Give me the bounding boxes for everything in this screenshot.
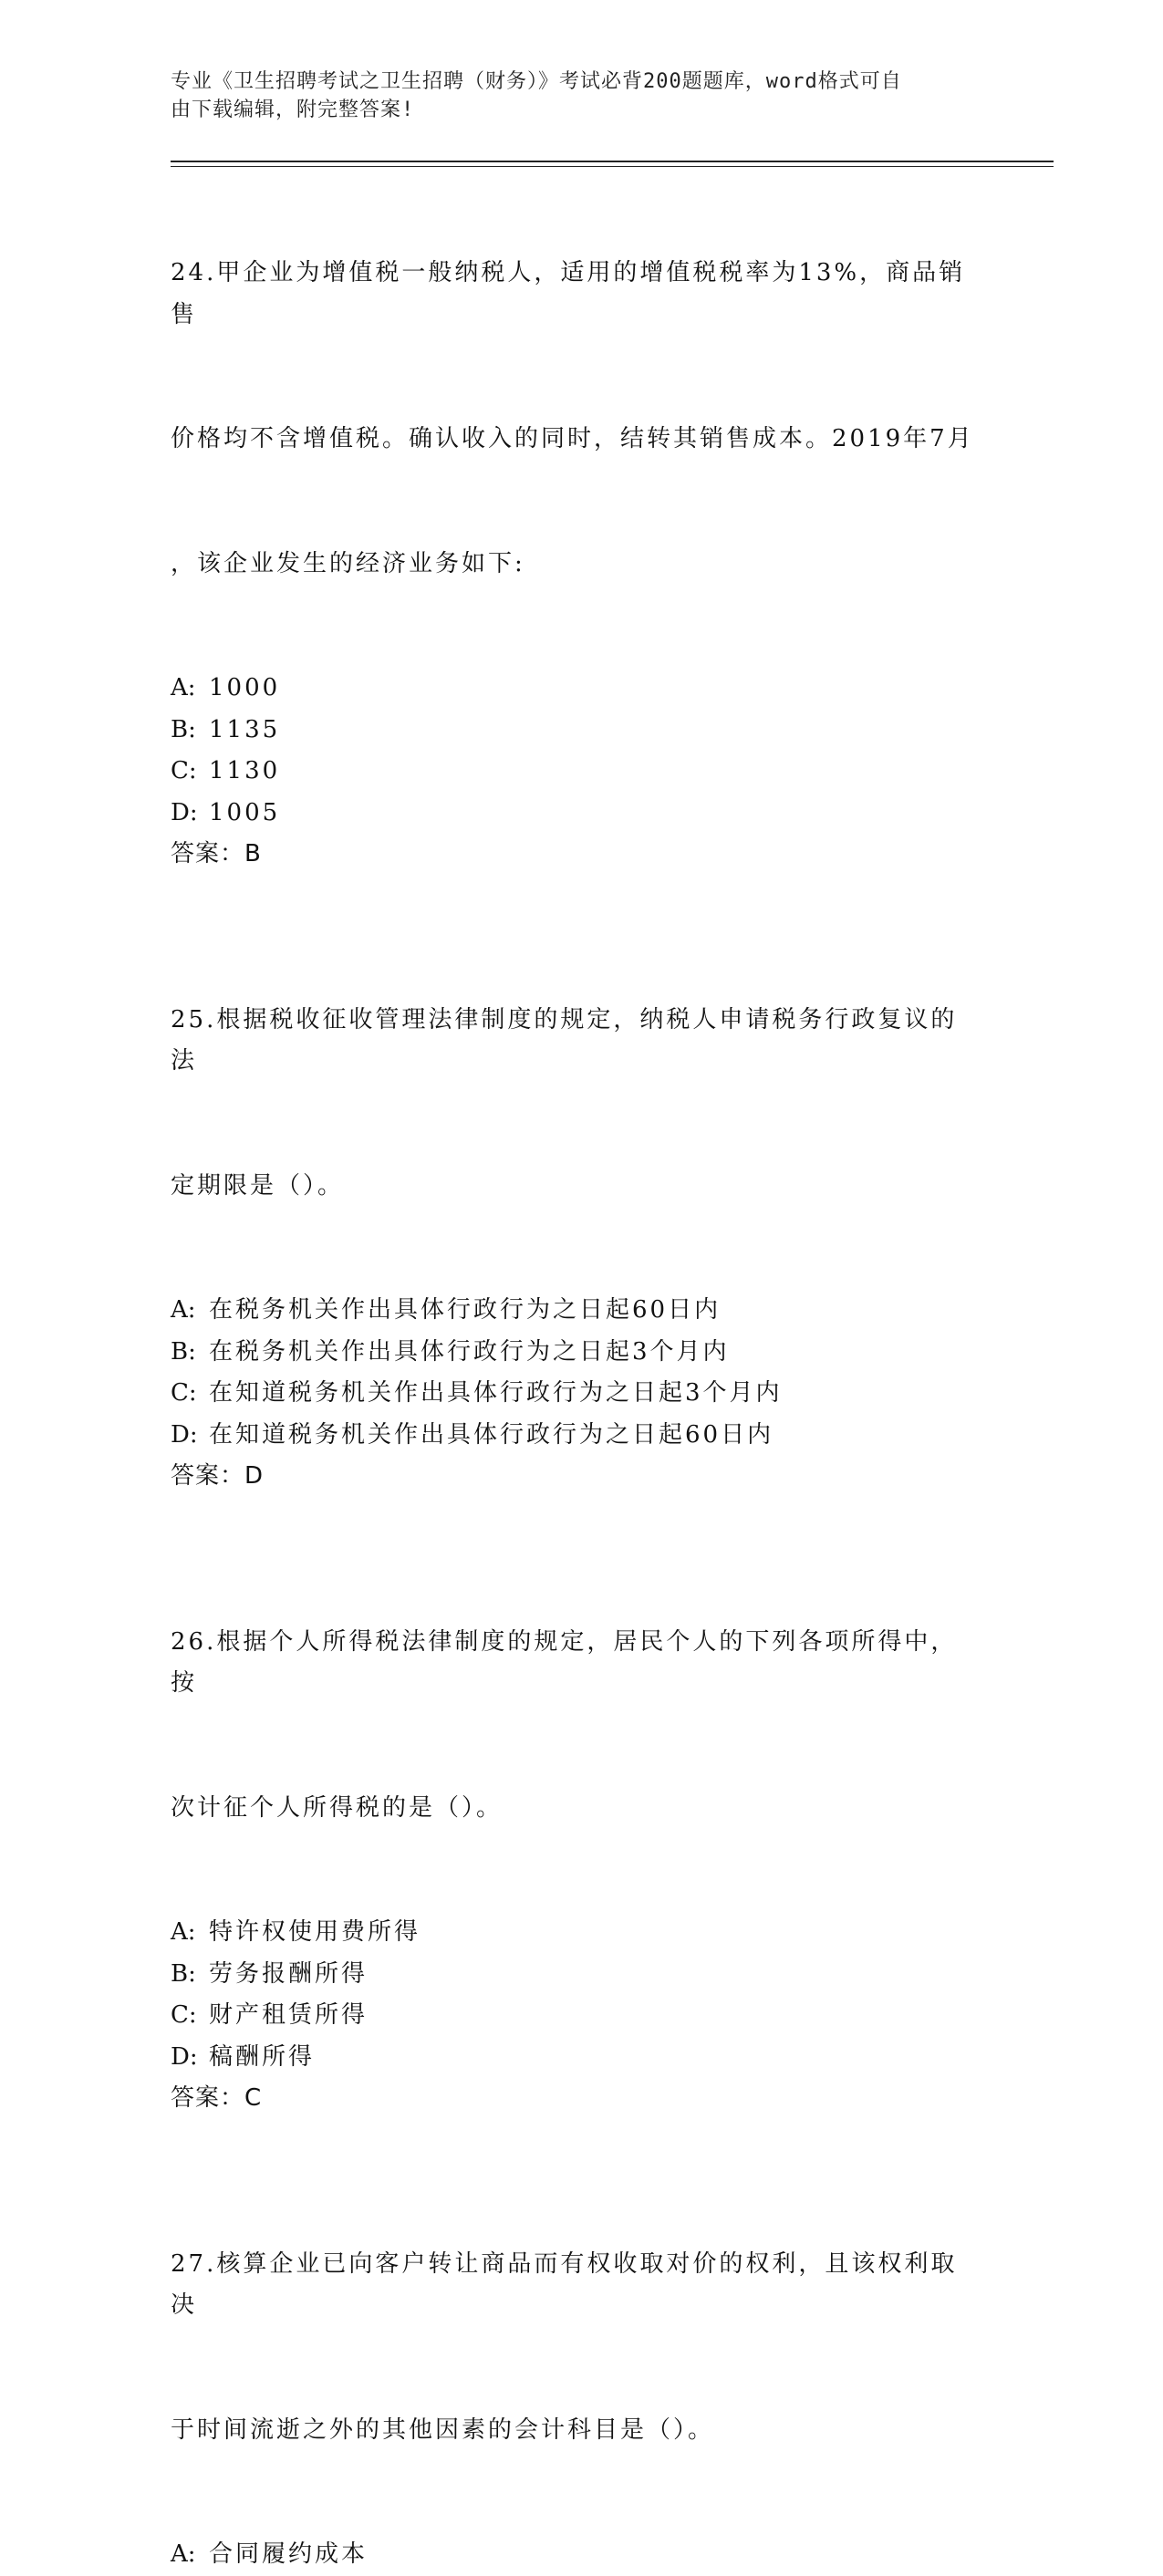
answer-label: 答案：C bbox=[171, 2084, 263, 2112]
question-line: 次计征个人所得税的是（）。 bbox=[171, 1793, 504, 1822]
question-line: ，该企业发生的经济业务如下: bbox=[171, 549, 525, 577]
option-a bbox=[171, 2534, 982, 2576]
option-c bbox=[171, 1995, 982, 2037]
document-header bbox=[171, 68, 973, 124]
question-text bbox=[171, 170, 982, 668]
option-letter: C: bbox=[171, 1379, 197, 1407]
option-text: 在知道税务机关作出具体行政行为之日起60日内 bbox=[209, 1420, 774, 1449]
header-divider-thick bbox=[171, 161, 1054, 162]
question-26 bbox=[171, 1539, 982, 2120]
option-b bbox=[171, 710, 982, 752]
answer-label: 答案：B bbox=[171, 840, 262, 867]
question-25 bbox=[171, 917, 982, 1498]
option-b bbox=[171, 1332, 982, 1374]
header-line-1: 专业《卫生招聘考试之卫生招聘（财务）》考试必背200题题库，word格式可自 bbox=[171, 70, 902, 93]
question-text bbox=[171, 917, 982, 1291]
question-line: 定期限是（）。 bbox=[171, 1171, 345, 1200]
option-text: 在税务机关作出具体行政行为之日起3个月内 bbox=[209, 1337, 730, 1366]
question-spacer bbox=[171, 1498, 982, 1539]
option-letter: A: bbox=[171, 674, 196, 701]
option-letter: A: bbox=[171, 2540, 196, 2568]
question-24 bbox=[171, 170, 982, 876]
question-line: 26.根据个人所得税法律制度的规定，居民个人的下列各项所得中，按 bbox=[171, 1627, 958, 1697]
option-letter: D: bbox=[171, 798, 198, 826]
question-spacer bbox=[171, 876, 982, 917]
option-text: 1135 bbox=[209, 715, 281, 743]
option-letter: D: bbox=[171, 2042, 198, 2071]
option-a bbox=[171, 668, 982, 710]
question-list bbox=[171, 170, 982, 2576]
option-text: 劳务报酬所得 bbox=[209, 1959, 369, 1988]
option-text: 稿酬所得 bbox=[209, 2042, 316, 2071]
option-text: 在知道税务机关作出具体行政行为之日起3个月内 bbox=[209, 1379, 783, 1407]
answer-label: 答案：D bbox=[171, 1462, 265, 1490]
option-b bbox=[171, 1954, 982, 1996]
question-line: 于时间流逝之外的其他因素的会计科目是（）。 bbox=[171, 2415, 715, 2444]
option-letter: B: bbox=[171, 1959, 196, 1988]
option-letter: C: bbox=[171, 757, 197, 784]
option-d bbox=[171, 793, 982, 835]
option-letter: B: bbox=[171, 1337, 196, 1366]
question-line: 价格均不含增值税。确认收入的同时，结转其销售成本。2019年7月 bbox=[171, 425, 974, 452]
option-letter: A: bbox=[171, 1296, 196, 1324]
question-text bbox=[171, 2161, 982, 2535]
option-text: 1130 bbox=[209, 757, 281, 784]
option-letter: C: bbox=[171, 2001, 197, 2029]
question-line: 27.核算企业已向客户转让商品而有权收取对价的权利，且该权利取决 bbox=[171, 2249, 958, 2319]
option-letter: B: bbox=[171, 715, 196, 743]
question-27 bbox=[171, 2161, 982, 2576]
option-d bbox=[171, 1415, 982, 1457]
option-text: 1005 bbox=[209, 798, 281, 826]
header-divider-thin bbox=[171, 166, 1054, 167]
option-a bbox=[171, 1290, 982, 1332]
option-text: 1000 bbox=[209, 674, 281, 701]
question-spacer bbox=[171, 2120, 982, 2161]
option-text: 在税务机关作出具体行政行为之日起60日内 bbox=[209, 1296, 722, 1324]
question-line: 25.根据税收征收管理法律制度的规定，纳税人申请税务行政复议的法 bbox=[171, 1005, 958, 1075]
option-c bbox=[171, 1373, 982, 1415]
option-a bbox=[171, 1912, 982, 1954]
question-line: 24.甲企业为增值税一般纳税人，适用的增值税税率为13%，商品销售 bbox=[171, 259, 966, 328]
option-text: 特许权使用费所得 bbox=[209, 1918, 421, 1946]
option-text: 财产租赁所得 bbox=[209, 2001, 369, 2029]
option-letter: D: bbox=[171, 1420, 198, 1449]
header-line-2: 由下载编辑，附完整答案! bbox=[171, 99, 415, 121]
option-d bbox=[171, 2037, 982, 2079]
option-letter: A: bbox=[171, 1918, 196, 1946]
question-text bbox=[171, 1539, 982, 1913]
option-c bbox=[171, 751, 982, 793]
option-text: 合同履约成本 bbox=[209, 2540, 369, 2568]
